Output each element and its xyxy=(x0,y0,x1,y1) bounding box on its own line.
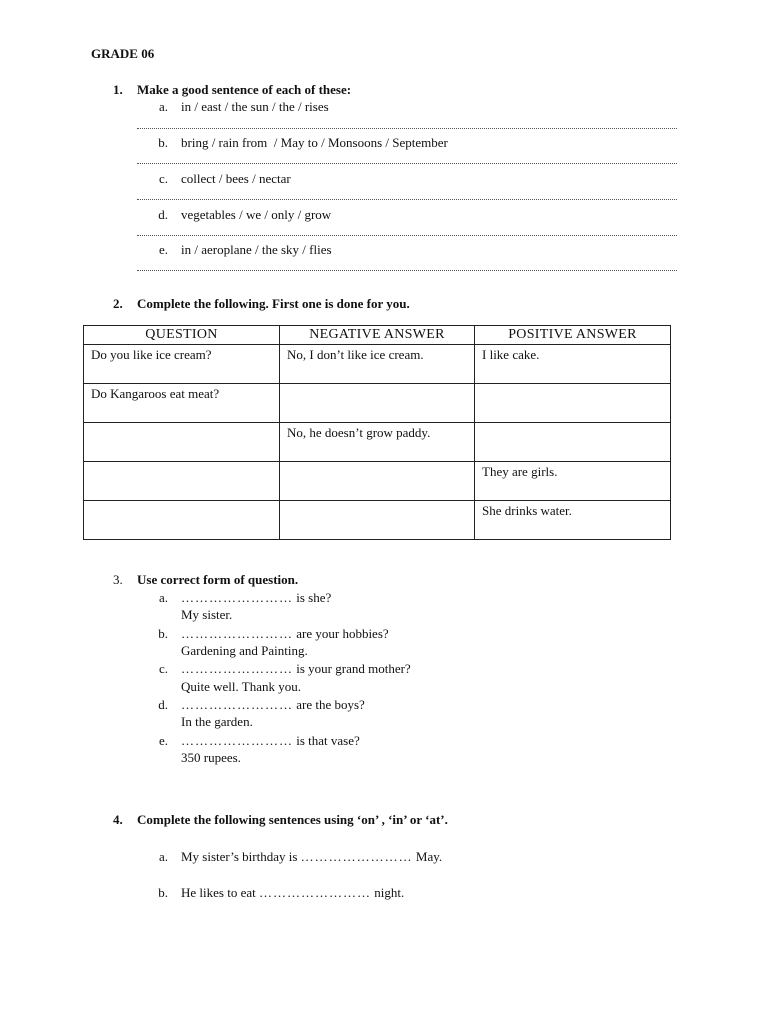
q1-item-a-text: in / east / the sun / the / rises xyxy=(181,99,329,114)
question-1-number: 1. xyxy=(113,82,123,97)
q3-item-b-question xyxy=(181,626,389,642)
table-cell-negative[interactable] xyxy=(280,384,475,423)
q3-item-c-letter: c. xyxy=(158,661,168,676)
q1-item-c-answer-line[interactable] xyxy=(137,199,677,200)
q4-item-a-letter: a. xyxy=(158,849,168,864)
q3-item-a-letter: a. xyxy=(158,590,168,605)
column-header-negative-answer: NEGATIVE ANSWER xyxy=(280,326,475,345)
q1-item-a-letter: a. xyxy=(158,99,168,114)
q1-item-a-answer-line[interactable] xyxy=(137,128,677,129)
q1-item-b-answer-line[interactable] xyxy=(137,163,677,164)
q4-item-b-before: He likes to eat xyxy=(181,885,259,900)
column-header-question: QUESTION xyxy=(84,326,280,345)
table-cell-negative: No, I don’t like ice cream. xyxy=(280,345,475,384)
table-row xyxy=(84,462,671,501)
table-cell-positive[interactable] xyxy=(475,384,671,423)
q4-item-b-blank[interactable]: …………………… xyxy=(258,885,371,900)
q3-item-c-question xyxy=(181,661,411,677)
q3-item-c-blank[interactable]: …………………… xyxy=(181,661,293,676)
table-cell-positive: They are girls. xyxy=(475,462,671,501)
q3-item-a-answer: My sister. xyxy=(181,607,233,622)
q3-item-a-prompt: is she? xyxy=(293,590,332,605)
question-2-number: 2. xyxy=(113,296,123,311)
q4-item-b-sentence xyxy=(181,885,404,901)
q1-item-b-letter: b. xyxy=(158,135,168,150)
column-header-positive-answer: POSITIVE ANSWER xyxy=(475,326,671,345)
q3-item-d-question xyxy=(181,697,365,713)
q3-item-d-letter: d. xyxy=(158,697,168,712)
q4-item-a-blank[interactable]: …………………… xyxy=(300,849,413,864)
table-row xyxy=(84,501,671,540)
question-3-number: 3. xyxy=(113,572,123,587)
q1-item-e-answer-line[interactable] xyxy=(137,270,677,271)
q3-item-e-blank[interactable]: …………………… xyxy=(181,733,293,748)
q3-item-e-question xyxy=(181,733,360,749)
q3-item-b-answer: Gardening and Painting. xyxy=(181,643,308,658)
q4-item-b-letter: b. xyxy=(158,885,168,900)
table-row xyxy=(84,423,671,462)
q4-item-a-sentence xyxy=(181,849,442,865)
q4-item-a-after: May. xyxy=(412,849,443,864)
table-cell-question: Do Kangaroos eat meat? xyxy=(84,384,280,423)
grade-heading: GRADE 06 xyxy=(91,46,155,61)
table-cell-positive[interactable] xyxy=(475,423,671,462)
q1-item-d-text: vegetables / we / only / grow xyxy=(181,207,332,222)
table-cell-question[interactable] xyxy=(84,462,280,501)
table-cell-negative[interactable] xyxy=(280,501,475,540)
table-cell-positive: I like cake. xyxy=(475,345,671,384)
q3-item-c-prompt: is your grand mother? xyxy=(293,661,411,676)
q3-item-a-blank[interactable]: …………………… xyxy=(181,590,293,605)
table-cell-negative[interactable] xyxy=(280,462,475,501)
q3-item-c-answer: Quite well. Thank you. xyxy=(181,679,301,694)
q1-item-c-text: collect / bees / nectar xyxy=(181,171,291,186)
q3-item-d-blank[interactable]: …………………… xyxy=(181,697,293,712)
q3-item-e-prompt: is that vase? xyxy=(293,733,360,748)
question-4-title: Complete the following sentences using ‘on’ , ‘in’ or ‘at’. xyxy=(137,812,448,827)
q3-item-e-answer: 350 rupees. xyxy=(181,750,241,765)
q3-item-a-question xyxy=(181,590,331,606)
q1-item-d-letter: d. xyxy=(158,207,168,222)
table-row xyxy=(84,345,671,384)
q1-item-e-letter: e. xyxy=(158,242,168,257)
q3-item-d-answer: In the garden. xyxy=(181,714,253,729)
q3-item-e-letter: e. xyxy=(158,733,168,748)
question-2-title: Complete the following. First one is done for you. xyxy=(137,296,410,311)
q3-item-d-prompt: are the boys? xyxy=(293,697,365,712)
q3-item-b-letter: b. xyxy=(158,626,168,641)
table-header-row xyxy=(84,326,671,345)
q1-item-b-text: bring / rain from / May to / Monsoons / September xyxy=(181,135,448,150)
q1-item-e-text: in / aeroplane / the sky / flies xyxy=(181,242,332,257)
q3-item-b-prompt: are your hobbies? xyxy=(293,626,389,641)
question-3-title: Use correct form of question. xyxy=(137,572,299,587)
q4-item-b-after: night. xyxy=(370,885,405,900)
answer-table xyxy=(83,325,671,540)
table-cell-positive: She drinks water. xyxy=(475,501,671,540)
table-cell-negative: No, he doesn’t grow paddy. xyxy=(280,423,475,462)
q1-item-c-letter: c. xyxy=(158,171,168,186)
table-cell-question: Do you like ice cream? xyxy=(84,345,280,384)
question-1-title: Make a good sentence of each of these: xyxy=(137,82,352,97)
q4-item-a-before: My sister’s birthday is xyxy=(181,849,301,864)
question-4-number: 4. xyxy=(113,812,123,827)
q1-item-d-answer-line[interactable] xyxy=(137,235,677,236)
table-cell-question[interactable] xyxy=(84,423,280,462)
q3-item-b-blank[interactable]: …………………… xyxy=(181,626,293,641)
table-cell-question[interactable] xyxy=(84,501,280,540)
table-row xyxy=(84,384,671,423)
